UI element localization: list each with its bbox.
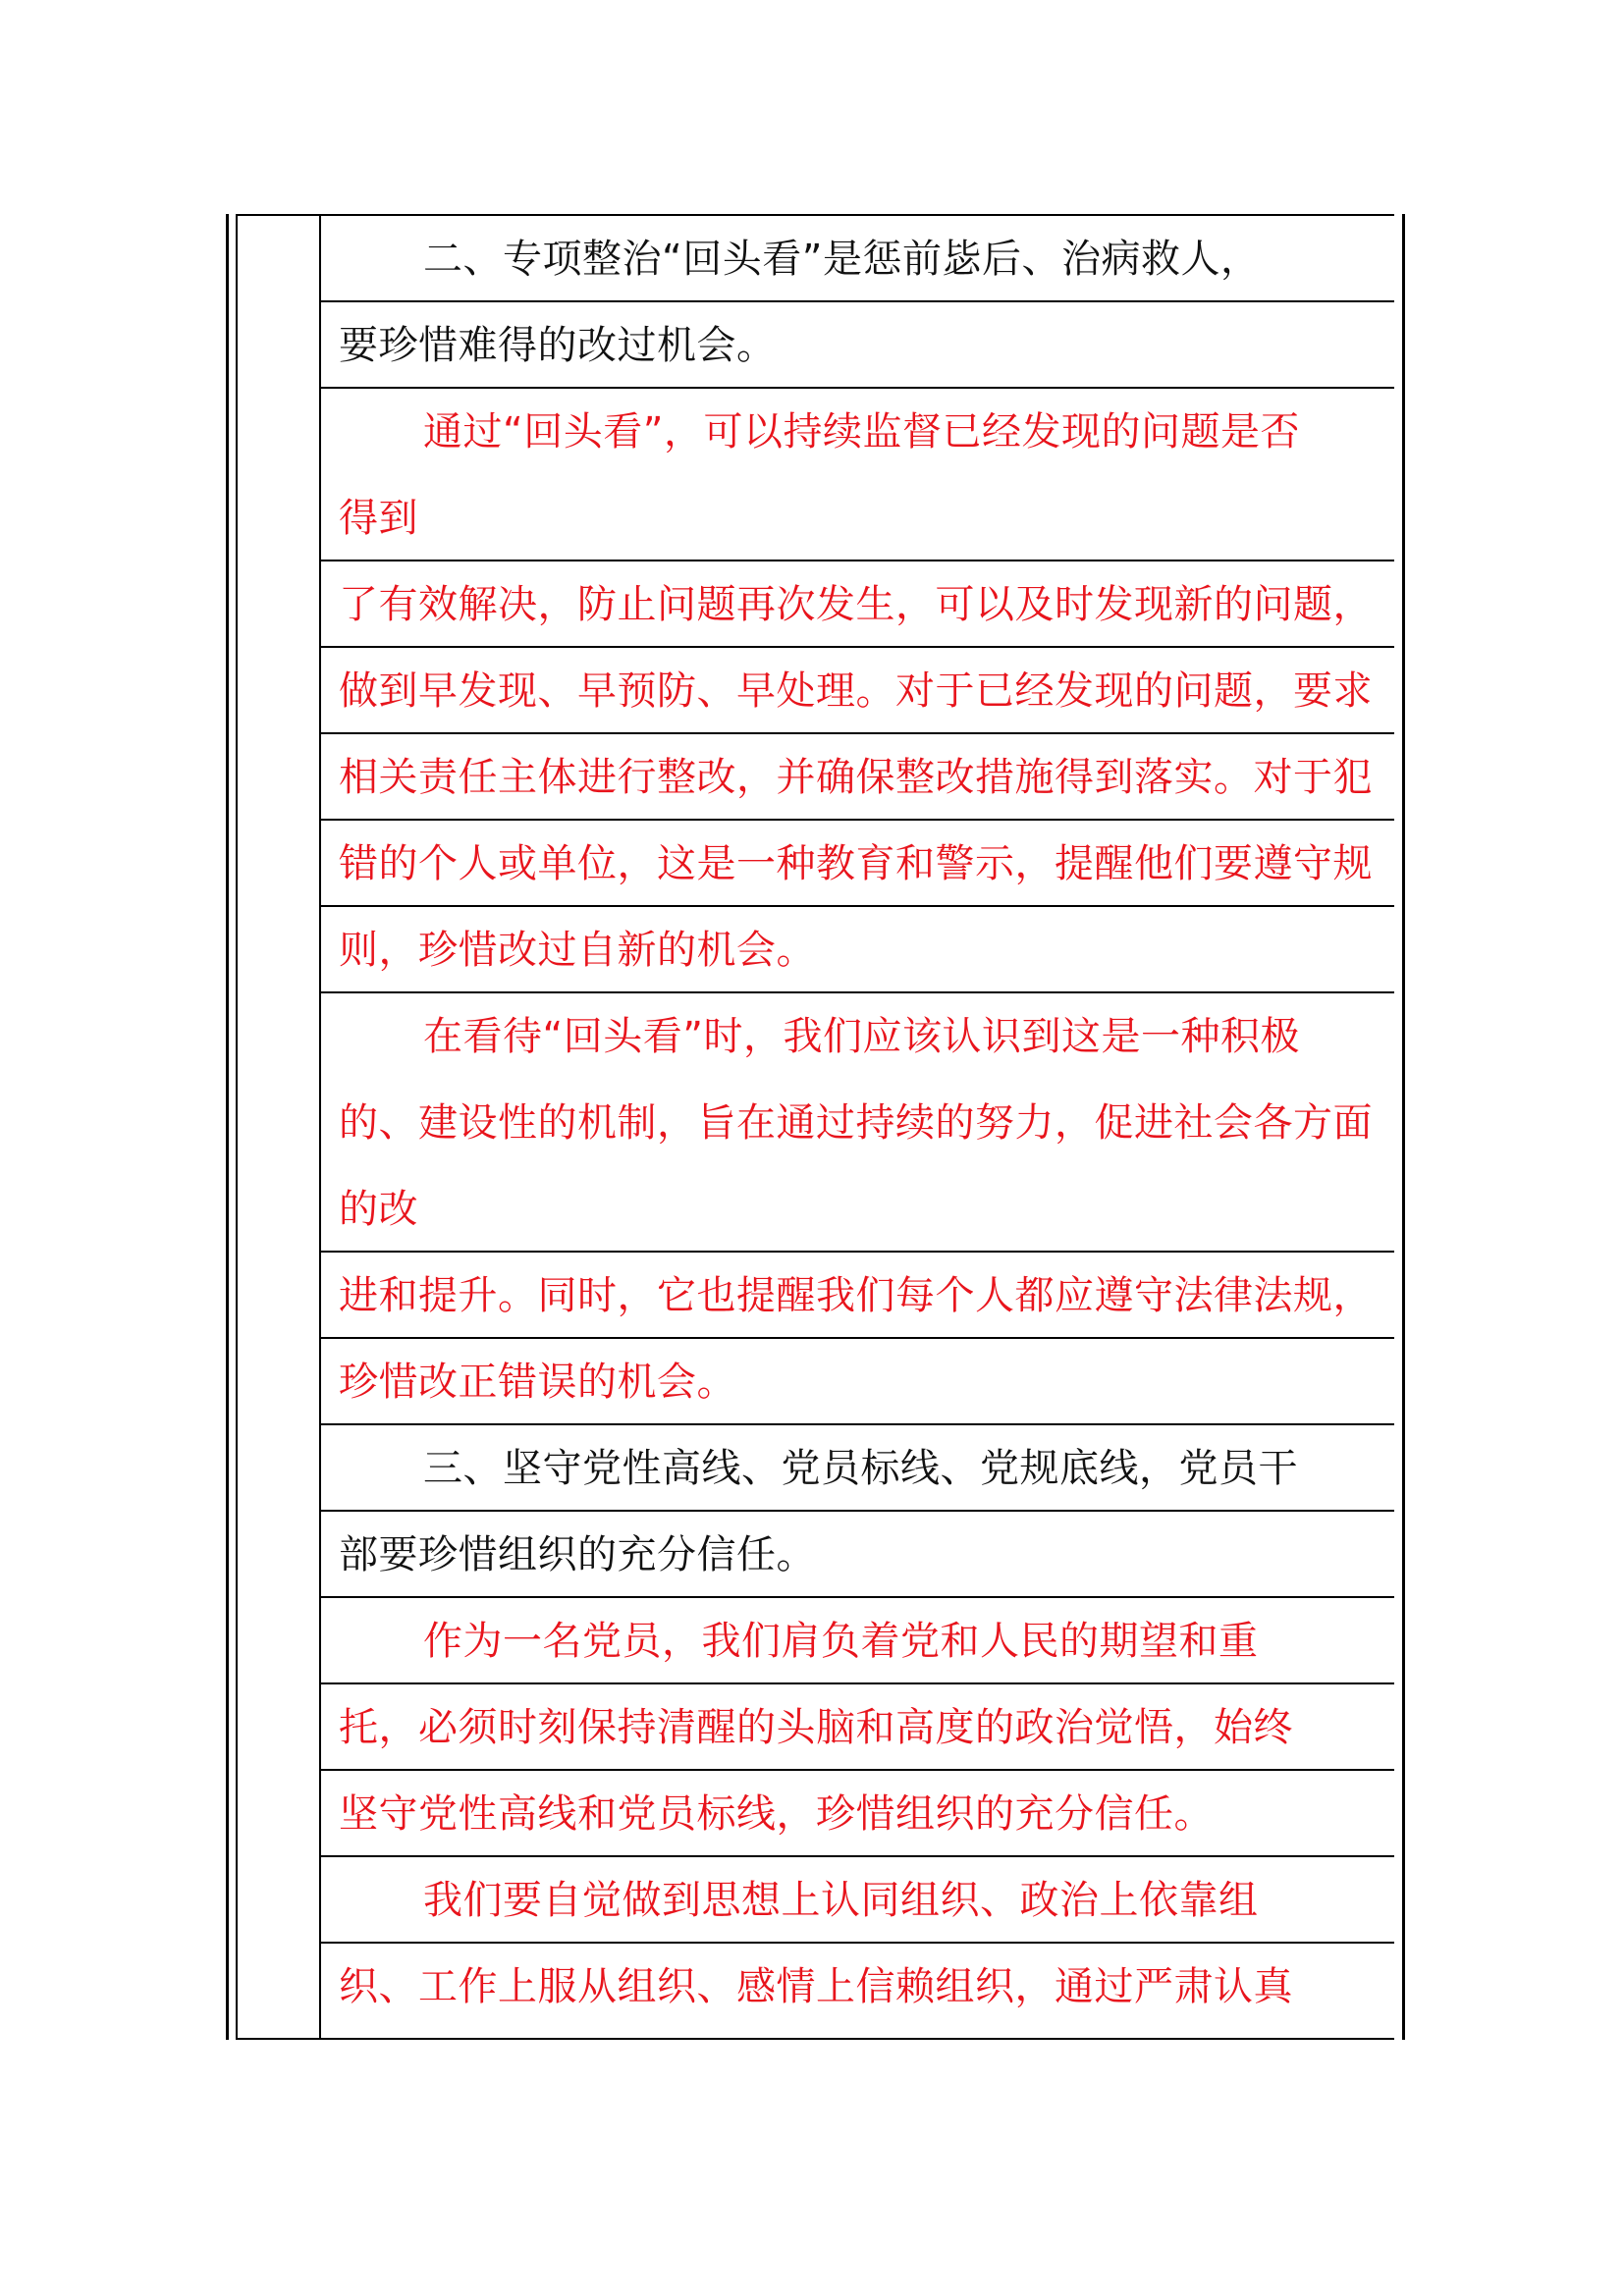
- outer-right-rule: [1402, 214, 1405, 2040]
- text-line: 要珍惜难得的改过机会。: [339, 323, 777, 368]
- text-line: 织、工作上服从组织、感情上信赖组织，通过严肃认真: [339, 1964, 1293, 2009]
- text-line: 二、专项整治“回头看”是惩前毖后、治病救人，: [423, 237, 1261, 282]
- text-line: 错的个人或单位，这是一种教育和警示，提醒他们要遵守规: [339, 841, 1373, 886]
- table-row: [321, 821, 1394, 907]
- table-row: [321, 561, 1394, 648]
- table-row: [321, 216, 1394, 302]
- text-line: 珍惜改正错误的机会。: [339, 1360, 736, 1405]
- table-row: [321, 1857, 1394, 1944]
- text-line: 我们要自觉做到思想上认同组织、政治上依靠组: [423, 1878, 1259, 1923]
- table-row: [321, 1684, 1394, 1771]
- text-line: 相关责任主体进行整改，并确保整改措施得到落实。对于犯: [339, 755, 1373, 800]
- table-row: [321, 1944, 1394, 2030]
- text-line: 了有效解决，防止问题再次发生，可以及时发现新的问题，: [339, 582, 1373, 627]
- table-row: [321, 648, 1394, 734]
- table-row: [321, 907, 1394, 993]
- document-table: [236, 214, 1394, 2040]
- table-row: [321, 993, 1394, 1253]
- text-line: 三、坚守党性高线、党员标线、党规底线，党员干: [423, 1446, 1298, 1491]
- text-line: 在看待“回头看”时，我们应该认识到这是一种积极: [423, 1014, 1300, 1059]
- outer-left-rule: [226, 214, 229, 2040]
- text-line: 得到: [339, 496, 418, 541]
- table-row: [321, 389, 1394, 561]
- label-column: [236, 216, 321, 2038]
- content-column: [321, 216, 1394, 2038]
- text-line: 进和提升。同时，它也提醒我们每个人都应遵守法律法规，: [339, 1273, 1373, 1318]
- text-line: 则，珍惜改过自新的机会。: [339, 928, 816, 973]
- table-row: [321, 302, 1394, 389]
- table-row: [321, 1771, 1394, 1857]
- text-line: 作为一名党员，我们肩负着党和人民的期望和重: [423, 1619, 1259, 1664]
- text-line: 的改: [339, 1187, 418, 1232]
- text-line: 通过“回头看”，可以持续监督已经发现的问题是否: [423, 409, 1300, 454]
- text-line: 做到早发现、早预防、早处理。对于已经发现的问题，要求: [339, 668, 1373, 714]
- table-row: [321, 1253, 1394, 1339]
- table-row: [321, 1512, 1394, 1598]
- text-line: 的、建设性的机制，旨在通过持续的努力，促进社会各方面: [339, 1100, 1373, 1146]
- text-line: 托，必须时刻保持清醒的头脑和高度的政治觉悟，始终: [339, 1705, 1293, 1750]
- text-line: 坚守党性高线和党员标线，珍惜组织的充分信任。: [339, 1791, 1214, 1837]
- table-row: [321, 1598, 1394, 1684]
- table-row: [321, 1425, 1394, 1512]
- text-line: 部要珍惜组织的充分信任。: [339, 1532, 816, 1577]
- table-row: [321, 734, 1394, 821]
- table-row: [321, 1339, 1394, 1425]
